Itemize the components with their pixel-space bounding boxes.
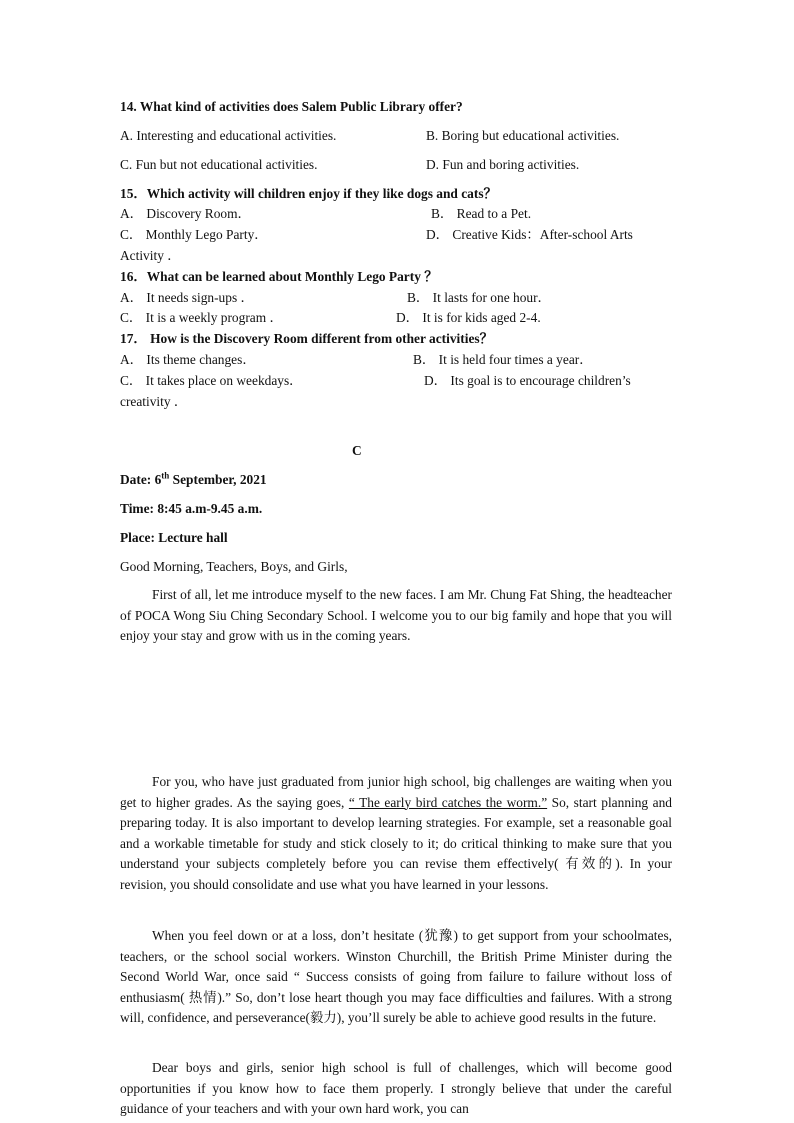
notice-place: Place: Lecture hall xyxy=(120,530,228,545)
q14-option-d: D. Fun and boring activities. xyxy=(426,157,580,172)
paragraph-2-body: So, start planning and preparing today. It is also important to develop learning strategies. For example, set a reasonable goal and a workable timetable for study and stick closely to it; do critical thinking to make sure that you understand your subjects completely before you can revise them effectively( 有效的). In your revision, you should consolidate and use what you have learned in your lessons. xyxy=(120,794,672,892)
q15-option-d-continued: Activity ． xyxy=(120,248,181,263)
q14-option-a: A. Interesting and educational activities. xyxy=(120,128,337,143)
speech-greeting: Good Morning, Teachers, Boys, and Girls, xyxy=(120,559,348,574)
speech-paragraph-4: Dear boys and girls, senior high school is full of challenges, which will become good opportunities if you know how to face them properly. I strongly believe that under the careful guidance of your teachers and with your own hard work, you can xyxy=(120,1060,672,1117)
q15-option-d: D． Creative Kids：After-school Arts xyxy=(426,227,633,242)
question-14-options-row2 xyxy=(120,155,672,175)
q15-option-a: A． Discovery Room． xyxy=(120,206,251,221)
q16-option-b: B． It lasts for one hour． xyxy=(407,290,551,305)
q16-option-a: A． It needs sign-ups ． xyxy=(120,290,254,305)
date-label: Date: 6 xyxy=(120,472,162,487)
q14-option-c: C. Fun but not educational activities. xyxy=(120,157,318,172)
speech-paragraph-2 xyxy=(120,772,672,896)
date-ordinal: th xyxy=(161,470,170,481)
q17-option-c: C． It takes place on weekdays． xyxy=(120,373,303,388)
question-15-stem: 15．Which activity will children enjoy if they like dogs and cats？ xyxy=(120,186,497,201)
q17-option-b: B． It is held four times a year． xyxy=(413,352,593,367)
q17-option-d-continued: creativity ． xyxy=(120,394,188,409)
speech-paragraph-1: First of all, let me introduce myself to the new faces. I am Mr. Chung Fat Shing, the headteacher of POCA Wong Siu Ching Secondary School. I welcome you to our big family and hope that you will enjoy your stay and grow with us in the coming years. xyxy=(120,587,672,644)
q16-option-d: D． It is for kids aged 2-4. xyxy=(396,310,541,325)
notice-date xyxy=(120,470,267,490)
question-14-stem: 14. What kind of activities does Salem Public Library offer? xyxy=(120,99,463,114)
question-17-options-row2 xyxy=(120,371,672,391)
section-heading: C xyxy=(352,443,362,458)
q15-option-b: B． Read to a Pet. xyxy=(431,206,532,221)
question-14-options-row1 xyxy=(120,126,672,146)
date-rest: September, 2021 xyxy=(169,472,267,487)
question-17-options-row1 xyxy=(120,350,672,370)
q15-option-c: C． Monthly Lego Party． xyxy=(120,227,268,242)
question-15-options-row2 xyxy=(120,225,672,245)
saying-quote: “ The early bird catches the worm.” xyxy=(348,794,548,810)
notice-time: Time: 8:45 a.m-9.45 a.m. xyxy=(120,501,263,516)
q14-option-b: B. Boring but educational activities. xyxy=(426,128,620,143)
question-16-options-row2 xyxy=(120,308,672,328)
speech-paragraph-3: When you feel down or at a loss, don’t hesitate (犹豫) to get support from your schoolmates, teachers, or the school social workers. Winston Churchill, the British Prime Minister during the Second World War, once said “ Success consists of going from failure to failure without loss of enthusiasm( 热情).” So, don’t lose heart though you may face difficulties and failures. With a strong will, confidence, and perseverance(毅力), you’ll surely be able to achieve good results in the future. xyxy=(120,928,672,1026)
q17-option-d: D． Its goal is to encourage children’s xyxy=(424,373,631,388)
q17-option-a: A． Its theme changes． xyxy=(120,352,256,367)
paragraph-2-intro: For you, who have just graduated from junior high school, big challenges are waiting when you get to higher grades. As the saying goes, xyxy=(120,774,672,810)
question-15-options-row1 xyxy=(120,204,672,224)
question-16-options-row1 xyxy=(120,288,672,308)
question-16-stem: 16．What can be learned about Monthly Lego Party ？ xyxy=(120,269,438,284)
question-17-stem: 17． How is the Discovery Room different from other activities？ xyxy=(120,331,494,346)
q16-option-c: C． It is a weekly program ． xyxy=(120,310,283,325)
